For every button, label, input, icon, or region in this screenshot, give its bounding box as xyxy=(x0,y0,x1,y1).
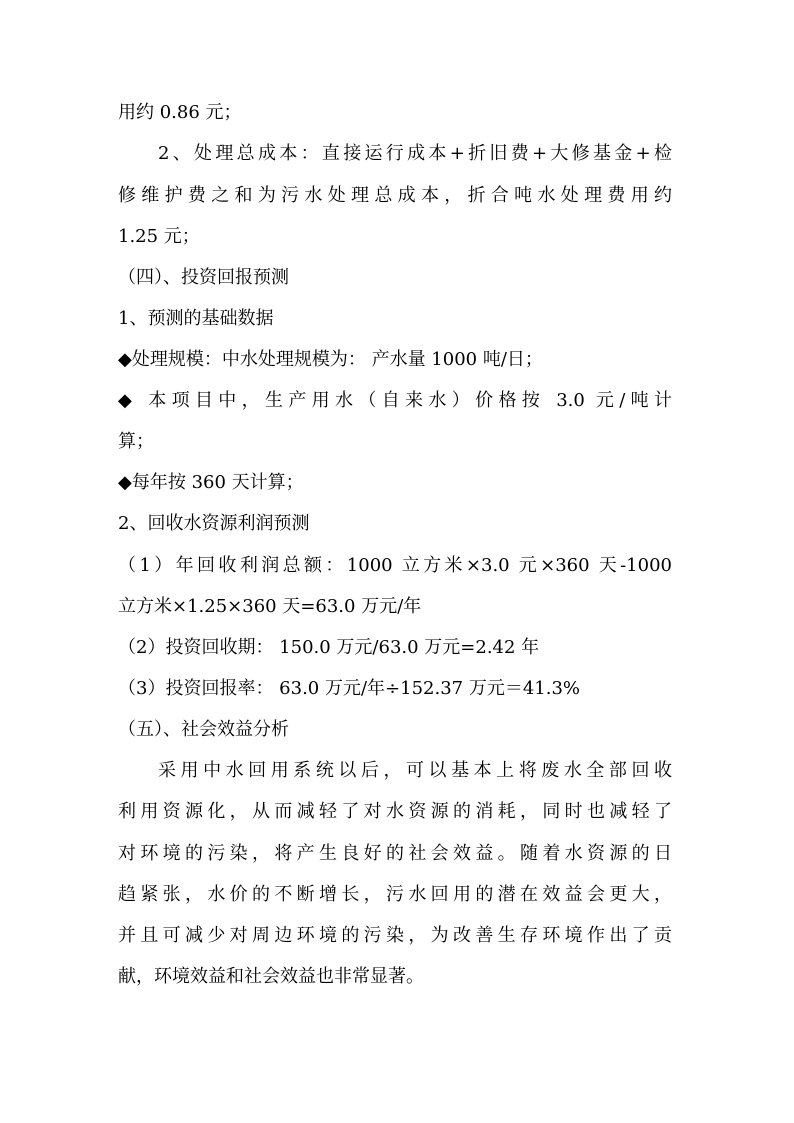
bullet-item: ◆处理规模：中水处理规模为： 产水量 1000 吨/日； xyxy=(118,349,543,370)
list-item: （2）投资回收期： 150.0 万元/63.0 万元=2.42 年 xyxy=(118,637,540,658)
text-line: 算； xyxy=(118,431,154,452)
bullet-item: ◆每年按 360 天计算； xyxy=(118,472,304,493)
bullet-item: ◆ 本项目中，生产用水（自来水）价格按 3.0 元/吨计 xyxy=(118,390,672,411)
text-line: 趋紧张，水价的不断增长，污水回用的潜在效益会更大， xyxy=(118,884,672,905)
list-item: （1）年回收利润总额：1000 立方米×3.0 元×360 天-1000 xyxy=(118,555,672,576)
text-line: 用约 0.86 元； xyxy=(118,102,242,123)
text-line: 并且可减少对周边环境的污染，为改善生存环境作出了贡 xyxy=(118,925,672,946)
text-line: 1.25 元； xyxy=(118,226,200,247)
subsection-heading: 2、回收水资源利润预测 xyxy=(118,513,310,534)
text-line: 立方米×1.25×360 天=63.0 万元/年 xyxy=(118,596,422,617)
text-line: 对环境的污染，将产生良好的社会效益。随着水资源的日 xyxy=(118,843,672,864)
section-heading: （四）、投资回报预测 xyxy=(118,267,289,288)
paragraph-line: 2、处理总成本：直接运行成本+折旧费+大修基金+检 xyxy=(158,143,672,164)
list-item: （3）投资回报率： 63.0 万元/年÷152.37 万元＝41.3% xyxy=(118,678,581,699)
text-line: 利用资源化，从而减轻了对水资源的消耗，同时也减轻了 xyxy=(118,801,672,822)
text-line: 献，环境效益和社会效益也非常显著。 xyxy=(118,966,424,987)
section-heading: （五）、社会效益分析 xyxy=(118,719,289,740)
paragraph-line: 采用中水回用系统以后，可以基本上将废水全部回收 xyxy=(158,760,672,781)
text-line: 修维护费之和为污水处理总成本，折合吨水处理费用约 xyxy=(118,185,672,206)
subsection-heading: 1、预测的基础数据 xyxy=(118,308,274,329)
